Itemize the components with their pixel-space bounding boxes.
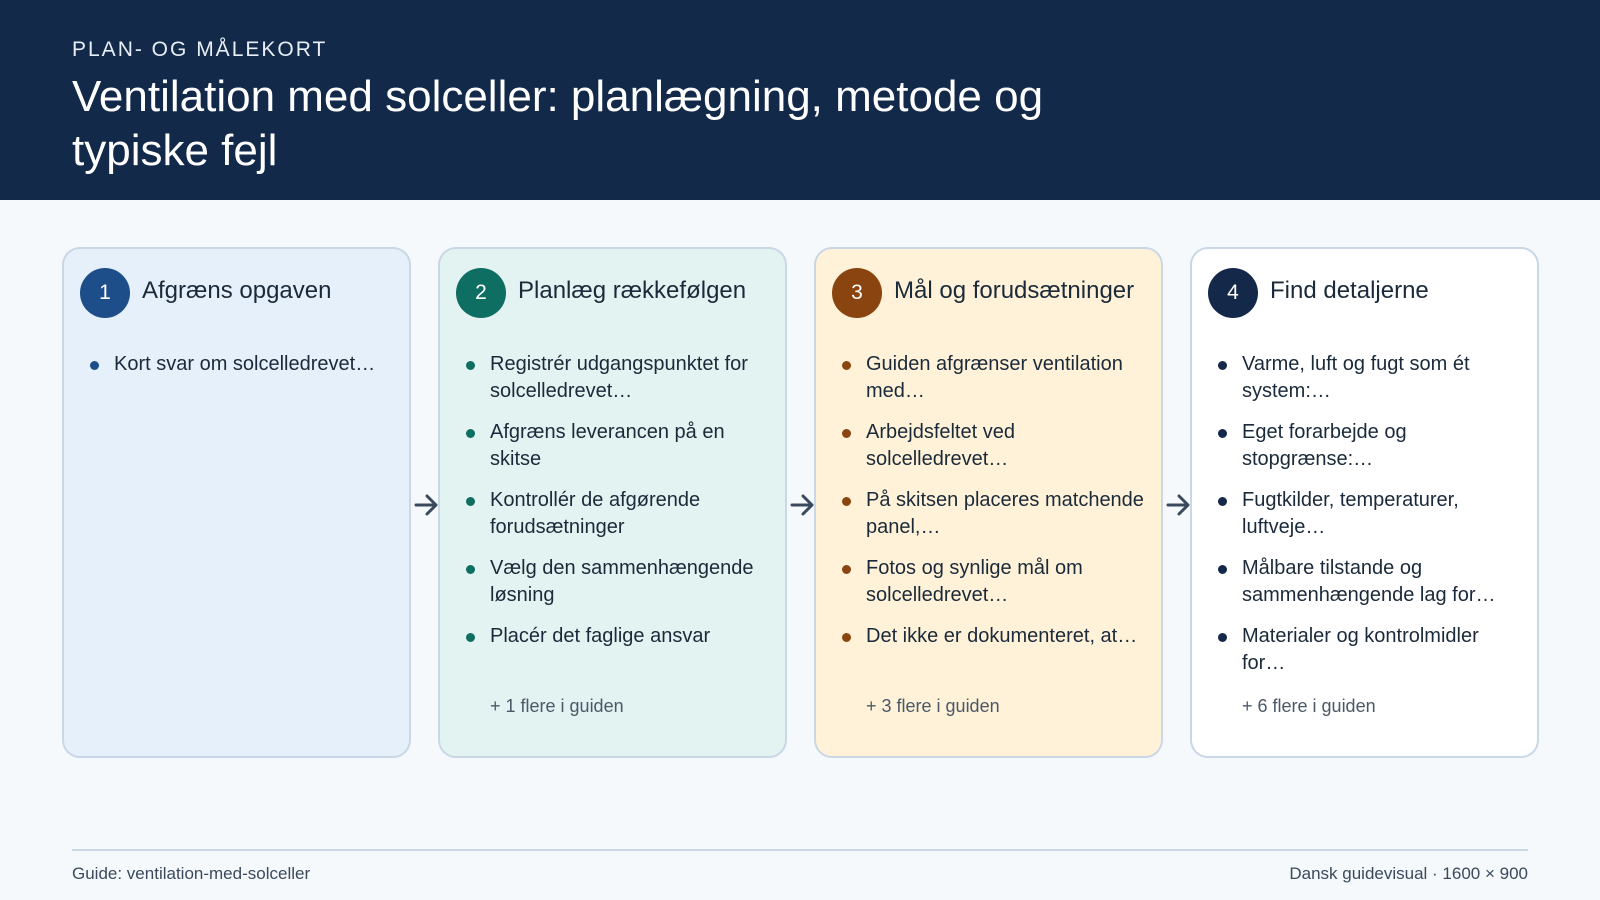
list-item [842,351,1148,405]
step-number-badge: 2 [456,268,506,318]
list-item [90,351,396,378]
list-item [842,555,1148,609]
footer-meta-label: Dansk guidevisual · 1600 × 900 [1289,864,1528,883]
bullet-dot-icon [842,565,851,574]
step-title: Find detaljerne [1270,277,1429,304]
list-item [466,487,772,541]
step-title: Afgræns opgaven [142,277,332,304]
list-item [466,351,772,405]
bullet-dot-icon [842,361,851,370]
list-item-text: Registrér udgangspunktet for solcelledrevet… [490,353,748,402]
step-title: Planlæg rækkefølgen [518,277,747,304]
bullet-dot-icon [1218,633,1227,642]
bullet-dot-icon [466,565,475,574]
step-card-1 [62,247,411,758]
step-number-badge: 4 [1208,268,1258,318]
eyebrow-label: PLAN- OG MÅLEKORT [72,38,328,61]
bullet-dot-icon [1218,497,1227,506]
list-item [842,487,1148,541]
more-in-guide-note: + 3 flere i guiden [866,696,1000,716]
list-item [466,419,772,473]
list-item [1218,419,1524,473]
page-title: Ventilation med solceller: planlægning, metode og typiske fejl [72,72,1044,175]
step-item-list [1218,351,1524,691]
list-item-text: Kort svar om solcelledrevet… [114,353,376,375]
bullet-dot-icon [1218,361,1227,370]
footer-guide-label: Guide: ventilation-med-solceller [72,864,311,883]
step-title: Mål og forudsætninger [894,277,1135,304]
arrow-right-icon [414,490,440,520]
bullet-dot-icon [466,429,475,438]
arrow-right-icon [1166,490,1192,520]
bullet-dot-icon [842,429,851,438]
bullet-dot-icon [1218,565,1227,574]
step-card-3 [814,247,1163,758]
header-band [0,0,1600,200]
list-item-text: Arbejdsfeltet ved solcelledrevet… [866,421,1015,470]
step-card-4 [1190,247,1539,758]
list-item-text: Varme, luft og fugt som ét system:… [1242,353,1470,402]
step-card-2 [438,247,787,758]
list-item-text: Materialer og kontrolmidler for… [1242,625,1479,674]
list-item-text: Placér det faglige ansvar [490,625,711,647]
bullet-dot-icon [466,633,475,642]
list-item-text: På skitsen placeres matchende panel,… [866,489,1144,538]
list-item-text: Fotos og synlige mål om solcelledrevet… [866,557,1083,606]
footer-divider [72,849,1528,851]
more-in-guide-note: + 1 flere i guiden [490,696,624,716]
list-item [842,419,1148,473]
list-item [466,555,772,609]
list-item-text: Det ikke er dokumenteret, at… [866,625,1138,647]
step-number-badge: 1 [80,268,130,318]
list-item-text: Kontrollér de afgørende forudsætninger [490,489,701,538]
list-item [1218,555,1524,609]
bullet-dot-icon [842,497,851,506]
bullet-dot-icon [1218,429,1227,438]
list-item-text: Guiden afgrænser ventilation med… [866,353,1123,402]
step-item-list [90,351,396,392]
list-item-text: Eget forarbejde og stopgrænse:… [1242,421,1407,470]
list-item [1218,487,1524,541]
list-item-text: Fugtkilder, temperaturer, luftveje… [1242,489,1459,538]
step-item-list [842,351,1148,664]
step-number-badge: 3 [832,268,882,318]
list-item-text: Afgræns leverancen på en skitse [490,421,725,470]
list-item [1218,351,1524,405]
more-in-guide-note: + 6 flere i guiden [1242,696,1376,716]
list-item-text: Vælg den sammenhængende løsning [490,557,754,606]
list-item [466,623,772,650]
arrow-right-icon [790,490,816,520]
bullet-dot-icon [466,497,475,506]
step-item-list [466,351,772,664]
list-item [842,623,1148,650]
list-item [1218,623,1524,677]
bullet-dot-icon [90,361,99,370]
bullet-dot-icon [466,361,475,370]
bullet-dot-icon [842,633,851,642]
list-item-text: Målbare tilstande og sammenhængende lag for… [1242,557,1496,606]
